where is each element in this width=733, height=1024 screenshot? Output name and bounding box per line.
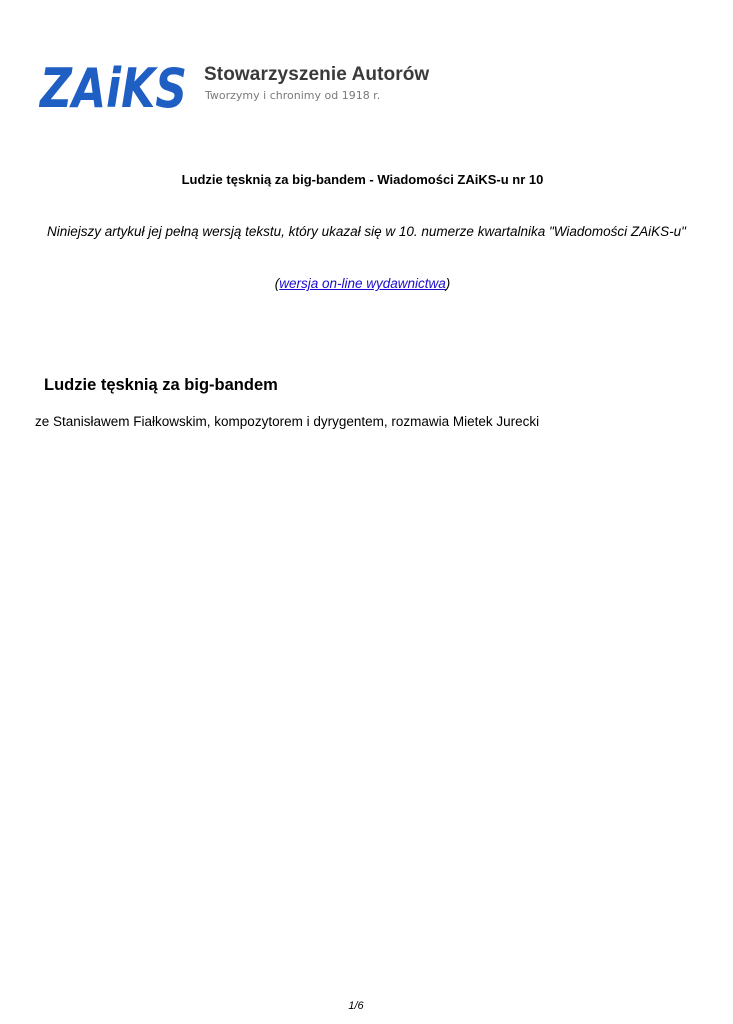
org-tagline: Tworzymy i chronimy od 1918 r.: [205, 89, 381, 102]
org-name: Stowarzyszenie Autorów: [204, 64, 430, 85]
intro-note: Niniejszy artykuł jej pełną wersją tekstu, który ukazał się w 10. numerze kwartalnika "Wiadomości ZAiKS-u": [47, 224, 686, 239]
zaiks-logo: [38, 56, 440, 120]
zaiks-logo-text: ZAiKS: [38, 57, 188, 120]
online-version-link[interactable]: wersja on-line wydawnictwa: [279, 276, 446, 291]
zaiks-logo-mark: [38, 56, 190, 120]
document-title: Ludzie tęsknią za big-bandem - Wiadomości ZAiKS-u nr 10: [181, 172, 544, 187]
online-version-line: [0, 276, 725, 291]
open-paren: (: [274, 276, 280, 291]
page-number: 1/6: [348, 1000, 364, 1012]
article-heading: Ludzie tęsknią za big-bandem: [44, 376, 278, 394]
close-paren: ): [445, 276, 451, 291]
article-byline: ze Stanisławem Fiałkowskim, kompozytorem i dyrygentem, rozmawia Mietek Jurecki: [35, 414, 540, 429]
